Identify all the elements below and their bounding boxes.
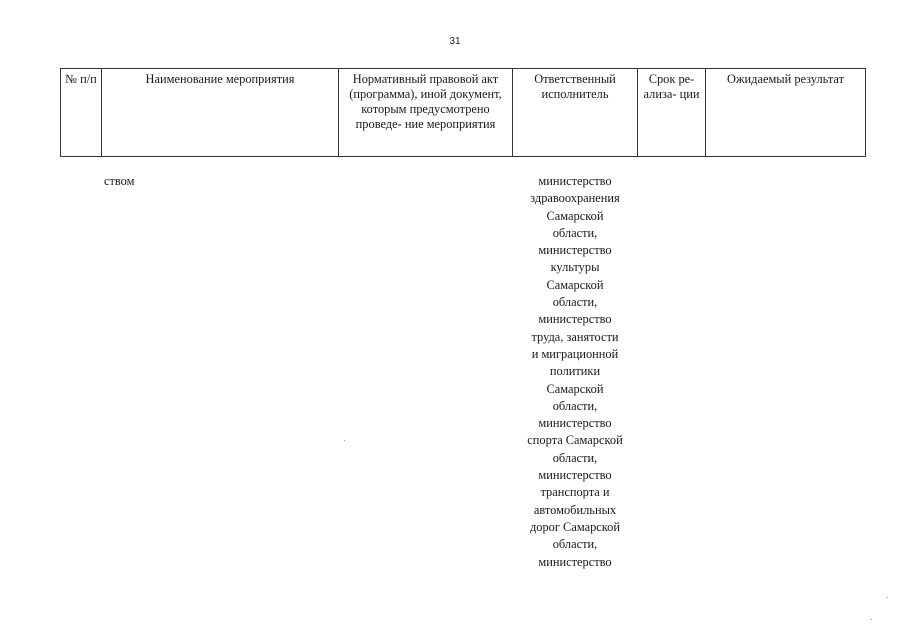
executor-line: министерство bbox=[538, 468, 612, 483]
scan-speck bbox=[344, 440, 345, 441]
executor-line: министерство bbox=[538, 554, 612, 569]
executor-line: и миграционной bbox=[531, 346, 619, 361]
executor-line: дорог Самарской bbox=[529, 519, 620, 534]
executor-line: Самарской bbox=[546, 208, 604, 223]
executor-line: министерство bbox=[538, 174, 612, 188]
activity-name-continuation: ством bbox=[104, 174, 135, 188]
executor-line: области, bbox=[552, 225, 598, 240]
executor-line: труда, занятости bbox=[531, 329, 619, 344]
scan-speck bbox=[887, 597, 888, 598]
executor-line: спорта Самарской bbox=[527, 433, 623, 448]
executor-line: автомобильных bbox=[533, 502, 617, 517]
header-activity-name: Наименование мероприятия bbox=[102, 69, 339, 157]
header-number: № п/п bbox=[61, 69, 102, 157]
page-number: 31 bbox=[449, 36, 461, 47]
header-term: Срок ре- ализа- ции bbox=[638, 69, 706, 157]
executor-line: Самарской bbox=[546, 277, 604, 292]
executor-line: области, bbox=[552, 398, 598, 413]
executor-line: политики bbox=[549, 364, 601, 379]
executor-line: министерство bbox=[538, 416, 612, 431]
executor-list bbox=[512, 173, 638, 571]
scan-speck bbox=[871, 619, 872, 620]
executor-line: министерство bbox=[538, 243, 612, 258]
header-legal-act: Нормативный правовой акт (программа), иной документ, которым предусмотрено проведе- ние мероприятия bbox=[339, 69, 513, 157]
header-row bbox=[61, 69, 866, 157]
header-expected-result: Ожидаемый результат bbox=[706, 69, 866, 157]
executor-line: Самарской bbox=[546, 381, 604, 396]
executor-line: области, bbox=[552, 295, 598, 310]
executor-line: культуры bbox=[550, 260, 600, 275]
executor-line: министерство bbox=[538, 312, 612, 327]
table-header bbox=[60, 68, 866, 157]
executor-line: здравоохранения bbox=[530, 191, 620, 206]
executor-line: области, bbox=[552, 450, 598, 465]
executor-line: области, bbox=[552, 537, 598, 552]
executor-line: транспорта и bbox=[540, 485, 610, 500]
header-executor: Ответственный исполнитель bbox=[513, 69, 638, 157]
